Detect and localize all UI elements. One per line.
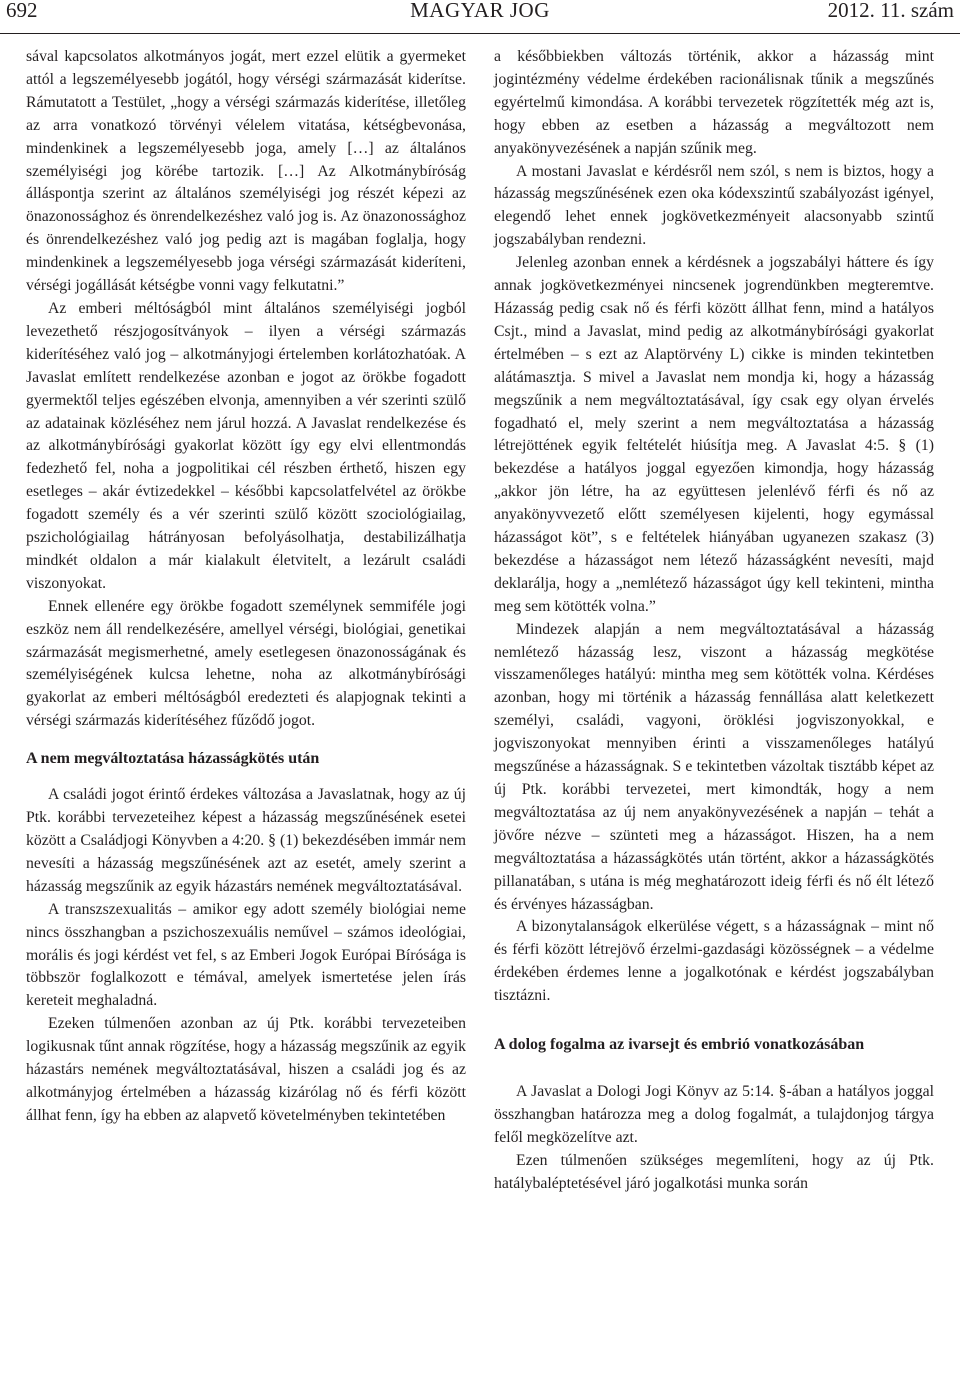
paragraph: Mindezek alapján a nem megváltoztatásával a házasság nemlétező házasság lesz, viszont a házasság megkötése visszamenőleges hatályú: mintha meg sem kötötték volna. Kérdéses azonban, hogy mi történik a házasság fennállása alatt keletkezett személyi, családi, vagyoni, öröklési jogviszonyokkal, e jogviszonyokat mennyiben érinti a visszamenőleges hatályú megszűnése a házasságnak. S e tekintetben vázoltak tisztább képet az új Ptk. korábbi tervezetei, mert kimondták, hogy a nem megváltoztatása az új nem anyakönyvezésének a napján – tehát a jövőre nézve – szünteti meg a házasságot. Hiszen, ha a nem megváltoztatása a házasságkötés után történt, akkor a házasságkötés pillanatában, s utána is még meghatározott ideig férfi és nő élt létező és érvényes házasságban.	[494, 620, 934, 913]
right-column	[494, 46, 934, 1196]
section-heading: A dolog fogalma az ivarsejt és embrió vonatkozásában	[494, 1036, 865, 1054]
issue-label: 2012. 11. szám	[827, 0, 954, 22]
paragraph: A mostani Javaslat e kérdésről nem szól, s nem is biztos, hogy a házasság megszűnésének ezen oka kódexszintű szabályozást igényel, elegendő lehet ennek jogkövetkezményeit alacsonyabb szintű jogszabályban rendezni.	[494, 162, 934, 249]
paragraph: Ezeken túlmenően azonban az új Ptk. korábbi tervezeteiben logikusnak tűnt annak rögzítése, hogy a házasság megszűnik az egyik házastárs nemének megváltoztatásával, hiszen a családi jog és az alkotmányjog értelmében a házasság kizárólag nő és férfi között állhat fenn, így ha ebben az alapvető követelményben tekintetében	[26, 1015, 466, 1124]
paragraph: A transzszexualitás – amikor egy adott személy biológiai neme nincs összhangban a pszichoszexuális neművel – számos ideológiai, morális és jogi kérdést vet fel, s az Emberi Jogok Európai Bírósága is többször foglalkozott e témával, amelyek ismertetése jelen írás kereteit meghaladná.	[26, 900, 466, 1010]
page-header	[0, 0, 960, 40]
left-column	[26, 46, 466, 1128]
paragraph: sával kapcsolatos alkotmányos jogát, mert ezzel elütik a gyermeket attól a legszemélyesebb jogától, hogy vérségi származását kiderítse. Rámutatott a Testület, „hogy a vérségi származás kiderítése, illetőleg az arra vonatkozó törvényi vélelem vitatása, kétségbevonása, mindenkinek a legszemélyesebb joga, amely […] az általános személyiségi jog körébe tartozik. […] Az Alkotmánybíróság álláspontja szerint az általános személyiségi jog részét képezi az önazonossághoz és önrendelkezéshez való jog is. Az önazonossághoz és önrendelkezéshez való jog pedig azt is magában foglalja, hogy mindenkinek a legszemélyesebb joga vérségi származását kideríteni, vérségi jogállását kétségbe vonni vagy felkutatni.”	[26, 48, 466, 295]
paragraph: a későbbiekben változás történik, akkor a házasság mint jogintézmény védelme érdekében racionálisnak tűnik a megszűnés egyértelmű kimondása. A korábbi tervezetek rögzítették még azt is, hogy ebben az esetben a házasság a megváltozott nem anyakönyvezésének a napján szűnik meg.	[494, 48, 934, 157]
paragraph: A Javaslat a Dologi Jogi Könyv az 5:14. §-ában a hatályos joggal összhangban határozza meg a dolog fogalmát, a tulajdonjog tárgya felől megközelítve azt.	[494, 1083, 934, 1146]
paragraph: A bizonytalanságok elkerülése végett, s a házasságnak – mint nő és férfi között létrejövő érzelmi-gazdasági közösségnek – a védelme érdekében érdemes lenne a jogalkotónak e kérdést jogszabályban tisztázni.	[494, 918, 934, 1005]
header-rule	[0, 33, 960, 34]
paragraph: Az emberi méltóságból mint általános személyiségi jogból levezethető részjogosítványok – ilyen a vérségi származás kiderítéséhez való jog – alkotmányjogi értelemben korlátozhatóak. A Javaslat említett rendelkezése azonban e jogot az örökbe fogadott gyermektől teljes egészében elvonja, amennyiben a vér szerinti szülő az adatainak közléséhez nem járul hozzá. A Javaslat rendelkezése és az alkotmánybírósági gyakorlat között így egy elvi ellentmondás fedezhető fel, noha a jogpolitikai cél részben érthető, hiszen egy esetleges – akár évtizedekkel – későbbi kapcsolatfelvétel az örökbe fogadott személy és a vér szerinti szülő között szociológiailag, pszichológiailag hátrányosan befolyásolhatja, destabilizálhatja mindkét oldalon a már kialakult életvitelt, a lezárult családi viszonyokat.	[26, 299, 466, 592]
section-heading: A nem megváltoztatása házasságkötés után	[26, 750, 320, 768]
page-number: 692	[6, 0, 38, 22]
journal-title: MAGYAR JOG	[410, 0, 550, 22]
paragraph: A családi jogot érintő érdekes változása a Javaslatnak, hogy az új Ptk. korábbi tervezeteihez képest a házasság megszűnésének esetei között a Családjogi Könyvben a 4:20. § (1) bekezdésében immár nem nevesíti a házasság megszűnésének azt az esetét, amely szerint a házasság megszűnik az egyik házastárs nemének megváltoztatásával.	[26, 786, 466, 895]
paragraph: Jelenleg azonban ennek a kérdésnek a jogszabályi háttere és így annak jogkövetkezményei nincsenek jogrendünkben megteremtve. Házasság pedig csak nő és férfi között állhat fenn, mind a hatályos Csjt., mind a Javaslat, mind pedig az alkotmánybírósági gyakorlat értelmében – s ezt az Alaptörvény L) cikke is minden tekintetben alátámasztja. S mivel a Javaslat nem mondja ki, hogy a házasság megszűnik a nem megváltoztatásával, így csak egy olyan érvelés fogadható el, mely szerint a nem megváltoztatása a házasság létrejöttének egyik feltételét hiúsítja meg. A Javaslat 4:5. § (1) bekezdése a hatályos joggal egyezően kimondja, hogy házasság „akkor jön létre, ha az együttesen jelenlévő férfi és nő az anyakönyvvezető előtt személyesen kijelenti, hogy egymással házasságot köt”, s e feltételek hiányában ugyanezen szakasz (3) bekezdése a házasságot nem létező házasságként nevesíti, majd deklarálja, hogy a „nemlétező házasságot úgy kell tekinteni, mintha meg sem kötötték volna.”	[494, 254, 934, 615]
paragraph: Ezen túlmenően szükséges megemlíteni, hogy az új Ptk. hatálybaléptetésével járó jogalkotási munka során	[494, 1151, 934, 1192]
paragraph: Ennek ellenére egy örökbe fogadott személynek semmiféle jogi eszköz nem áll rendelkezésére, amellyel vérségi, biológiai, genetikai származását megismerhetné, amely esetlegesen önazonosságának és személyiségének kulcsa lehetne, noha az alkotmánybírósági gyakorlat az emberi méltóságból eredezteti és alapjognak tekinti a vérségi származás kiderítéséhez fűződő jogot.	[26, 597, 466, 730]
